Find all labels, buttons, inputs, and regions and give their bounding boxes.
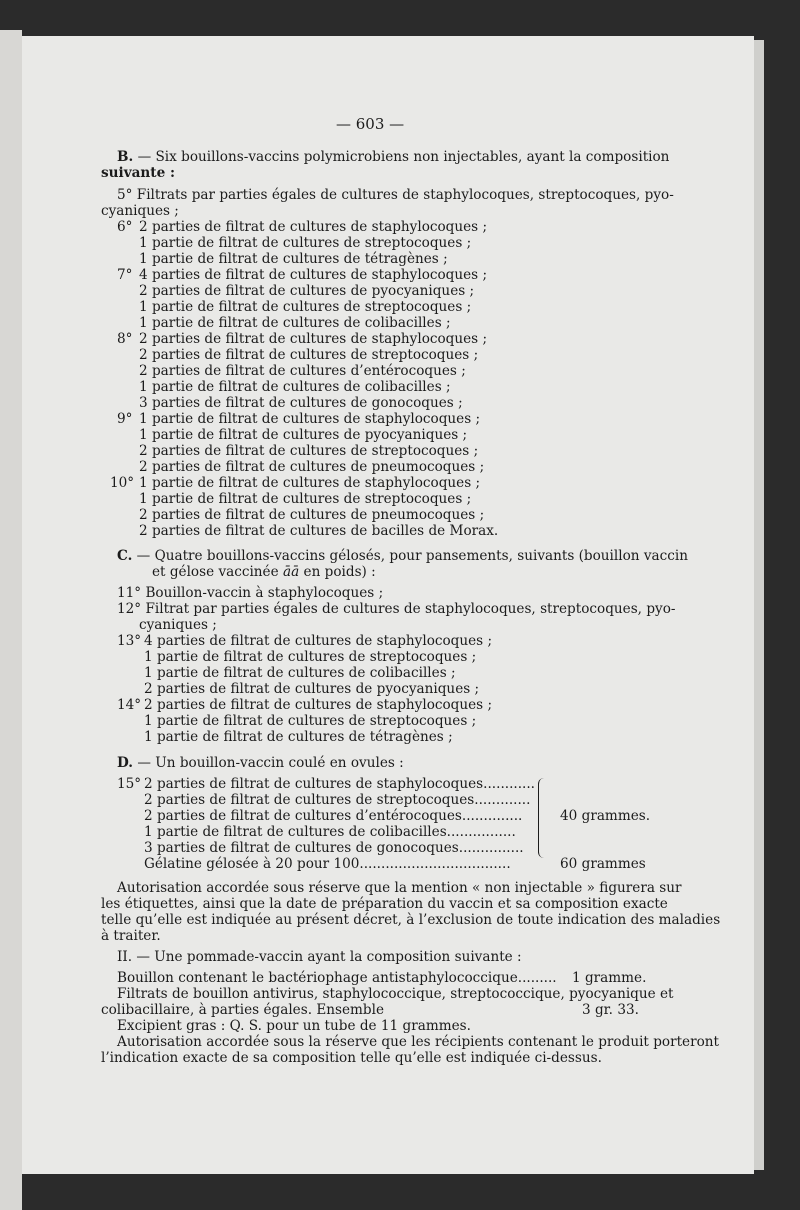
bracket bbox=[538, 778, 547, 858]
paragraph-line: Autorisation accordée sous la réserve que les récipients contenant le produit porteront bbox=[117, 1034, 719, 1050]
list-item: 1 partie de filtrat de cultures de colibacilles ; bbox=[139, 315, 451, 331]
section-c-intro: C. — Quatre bouillons-vaccins gélosés, pour pansements, suivants (bouillon vaccin bbox=[117, 548, 688, 564]
paragraph-line: colibacillaire, à parties égales. Ensemble bbox=[101, 1002, 385, 1018]
paragraph-line: à traiter. bbox=[101, 928, 161, 944]
list-item: 1 partie de filtrat de cultures de colibacilles ; bbox=[144, 665, 456, 681]
list-item: 4 parties de filtrat de cultures de staphylocoques ; bbox=[144, 633, 493, 649]
quantity-label: 3 gr. 33. bbox=[582, 1002, 639, 1018]
list-item: 2 parties de filtrat de cultures d’entérocoques.............. bbox=[144, 808, 523, 824]
list-item: 1 partie de filtrat de cultures de streptocoques ; bbox=[139, 491, 472, 507]
list-item: 2 parties de filtrat de cultures de streptocoques............. bbox=[144, 792, 531, 808]
list-item: 1 partie de filtrat de cultures de streptocoques ; bbox=[144, 713, 477, 729]
item-7-num: 7° bbox=[117, 267, 133, 283]
section-d-intro: D. — Un bouillon-vaccin coulé en ovules : bbox=[117, 755, 404, 771]
list-item: 2 parties de filtrat de cultures de streptocoques ; bbox=[139, 443, 479, 459]
section-c-intro-cont: et gélose vaccinée āā en poids) : bbox=[152, 564, 376, 580]
section-b-heading: B. bbox=[117, 149, 134, 165]
list-item: 1 partie de filtrat de cultures de colibacilles ; bbox=[139, 379, 451, 395]
list-item: Bouillon contenant le bactériophage antistaphylococcique......... bbox=[117, 970, 557, 986]
item-13-num: 13° bbox=[117, 633, 142, 649]
list-item: 2 parties de filtrat de cultures de pneumocoques ; bbox=[139, 507, 485, 523]
paragraph-line: l’indication exacte de sa composition telle qu’elle est indiquée ci-dessus. bbox=[101, 1050, 602, 1066]
list-item: 1 partie de filtrat de cultures de pyocyaniques ; bbox=[139, 427, 468, 443]
item-12-cont: cyaniques ; bbox=[139, 617, 217, 633]
list-item: 1 partie de filtrat de cultures de tétragènes ; bbox=[144, 729, 453, 745]
quantity-label: 1 gramme. bbox=[572, 970, 647, 986]
list-item: 2 parties de filtrat de cultures de bacilles de Morax. bbox=[139, 523, 499, 539]
right-page-edge bbox=[754, 40, 764, 1170]
list-item: 2 parties de filtrat de cultures de staphylocoques ; bbox=[139, 219, 488, 235]
list-item: 1 partie de filtrat de cultures de colibacilles................ bbox=[144, 824, 516, 840]
item-5: 5° Filtrats par parties égales de cultures de staphylocoques, streptocoques, pyo- bbox=[117, 187, 674, 203]
list-item: 2 parties de filtrat de cultures de streptocoques ; bbox=[139, 347, 479, 363]
quantity-label: 60 grammes bbox=[560, 856, 646, 872]
item-10-num: 10° bbox=[110, 475, 135, 491]
list-item: 3 parties de filtrat de cultures de gonocoques ; bbox=[139, 395, 463, 411]
section-b-intro-cont: suivante : bbox=[101, 165, 175, 181]
item-8-num: 8° bbox=[117, 331, 133, 347]
list-item: Gélatine gélosée à 20 pour 100................................... bbox=[144, 856, 511, 872]
section-c-heading: C. bbox=[117, 548, 133, 564]
list-item: 4 parties de filtrat de cultures de staphylocoques ; bbox=[139, 267, 488, 283]
list-item: 1 partie de filtrat de cultures de staphylocoques ; bbox=[139, 411, 481, 427]
paragraph-line: les étiquettes, ainsi que la date de préparation du vaccin et sa composition exacte bbox=[101, 896, 668, 912]
section-ii-intro: II. — Une pommade-vaccin ayant la composition suivante : bbox=[117, 949, 522, 965]
item-9-num: 9° bbox=[117, 411, 133, 427]
list-item: 2 parties de filtrat de cultures de staphylocoques............ bbox=[144, 776, 536, 792]
item-6-num: 6° bbox=[117, 219, 133, 235]
page-number: — 603 — bbox=[336, 115, 405, 133]
paragraph-line: Filtrats de bouillon antivirus, staphylococcique, streptococcique, pyocyanique et bbox=[117, 986, 674, 1002]
item-15-num: 15° bbox=[117, 776, 142, 792]
list-item: 1 partie de filtrat de cultures de staphylocoques ; bbox=[139, 475, 481, 491]
list-item: 2 parties de filtrat de cultures de pyocyaniques ; bbox=[139, 283, 475, 299]
item-5-cont: cyaniques ; bbox=[101, 203, 179, 219]
paragraph-line: Excipient gras : Q. S. pour un tube de 11 grammes. bbox=[117, 1018, 471, 1034]
section-d-heading: D. bbox=[117, 755, 134, 771]
list-item: 1 partie de filtrat de cultures de streptocoques ; bbox=[139, 299, 472, 315]
list-item: 1 partie de filtrat de cultures de tétragènes ; bbox=[139, 251, 448, 267]
list-item: 2 parties de filtrat de cultures de staphylocoques ; bbox=[144, 697, 493, 713]
section-b-intro: B. — Six bouillons-vaccins polymicrobiens non injectables, ayant la composition bbox=[117, 149, 670, 165]
quantity-label: 40 grammes. bbox=[560, 808, 651, 824]
item-11: 11° Bouillon-vaccin à staphylocoques ; bbox=[117, 585, 384, 601]
paragraph-line: telle qu’elle est indiquée au présent décret, à l’exclusion de toute indication des maladies bbox=[101, 912, 721, 928]
paragraph-line: Autorisation accordée sous réserve que la mention « non injectable » figurera sur bbox=[117, 880, 682, 896]
list-item: 2 parties de filtrat de cultures d’entérocoques ; bbox=[139, 363, 466, 379]
list-item: 3 parties de filtrat de cultures de gonocoques............... bbox=[144, 840, 524, 856]
list-item: 2 parties de filtrat de cultures de pyocyaniques ; bbox=[144, 681, 480, 697]
list-item: 2 parties de filtrat de cultures de staphylocoques ; bbox=[139, 331, 488, 347]
left-page-edge bbox=[0, 30, 22, 1210]
list-item: 1 partie de filtrat de cultures de streptocoques ; bbox=[144, 649, 477, 665]
item-14-num: 14° bbox=[117, 697, 142, 713]
item-12: 12° Filtrat par parties égales de cultures de staphylocoques, streptocoques, pyo- bbox=[117, 601, 676, 617]
list-item: 1 partie de filtrat de cultures de streptocoques ; bbox=[139, 235, 472, 251]
list-item: 2 parties de filtrat de cultures de pneumocoques ; bbox=[139, 459, 485, 475]
